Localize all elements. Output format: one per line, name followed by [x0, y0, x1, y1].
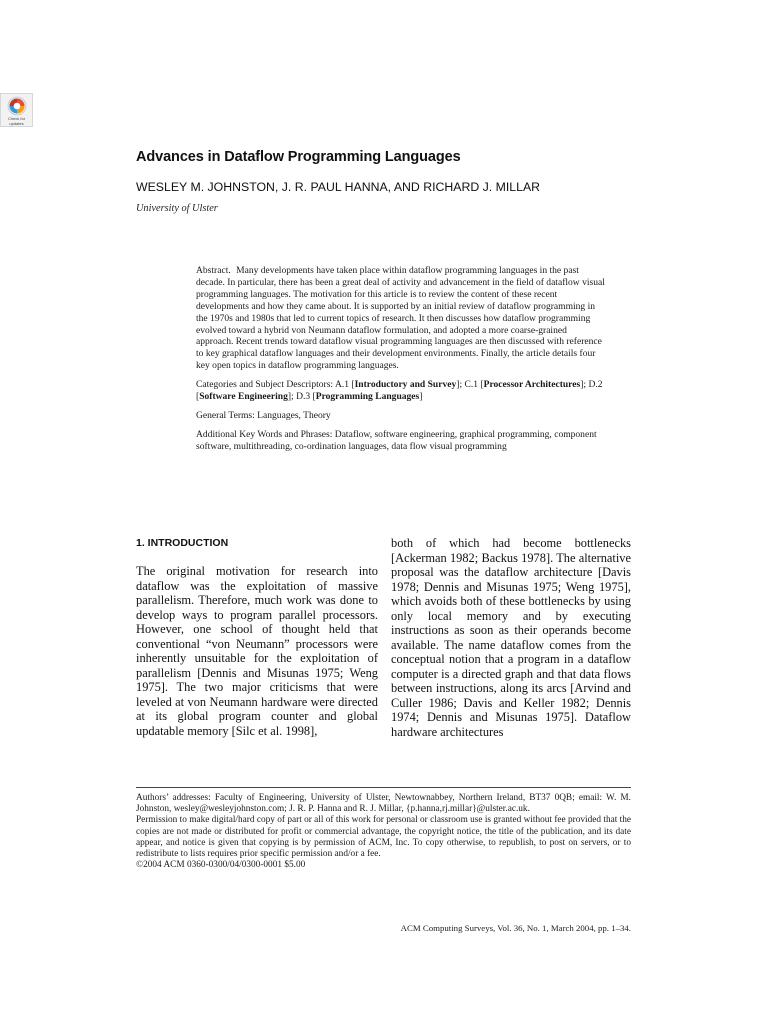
paper-title: Advances in Dataflow Programming Languages	[136, 149, 461, 165]
categories-label: Categories and Subject Descriptors:	[196, 379, 334, 391]
author-addresses: Authors’ addresses: Faculty of Engineering, University of Ulster, Newtownabbey, Northern Ireland, BT37 0QB; email: W. M. Johnston, wesley@wesleyjohnston.com; J. R. P. Hanna and R. J. Millar, {p.hanna,rj.millar}@ulster.ac.uk.	[136, 793, 631, 815]
category-item: A.1 [Introductory and Survey];	[334, 379, 463, 391]
paper-affiliation: University of Ulster	[136, 203, 218, 214]
abstract-paragraph	[196, 265, 606, 372]
check-for-updates-icon	[7, 96, 27, 116]
category-item: D.2 [Software Engineering];	[196, 379, 603, 403]
abstract-label: Abstract.	[196, 265, 231, 276]
intro-left-column: The original motivation for research into dataflow was the exploitation of massive parallelism. Therefore, much work was done to develop ways to program parallel processors. However, one school of thought held that conventional “von Neumann” processors were inherently unsuitable for the exploitation of parallelism [Dennis and Misunas 1975; Weng 1975]. The two major criticisms that were leveled at von Neumann hardware were directed at its global program counter and global updatable memory [Silc et al. 1998],	[136, 564, 378, 738]
general-terms: General Terms: Languages, Theory	[196, 409, 331, 421]
keywords: Additional Key Words and Phrases: Dataflow, software engineering, graphical programming, component software, multithreading, co-ordination languages, data flow visual programming	[196, 428, 597, 452]
section-heading-introduction: 1. INTRODUCTION	[136, 537, 229, 549]
journal-citation: ACM Computing Surveys, Vol. 36, No. 1, March 2004, pp. 1–34.	[400, 923, 631, 933]
permission-notice: Permission to make digital/hard copy of part or all of this work for personal or classroom use is granted without fee provided that the copies are not made or distributed for profit or commercial advantage, the copyright notice, the title of the publication, and its date appear, and notice is given that copying is by permission of ACM, Inc. To copy otherwise, to republish, to post on servers, or to redistribute to lists requires prior specific permission and/or a fee.	[136, 815, 631, 860]
category-item: C.1 [Processor Architectures];	[464, 379, 587, 391]
abstract-block	[196, 265, 606, 460]
category-item: D.3 [Programming Languages]	[296, 391, 423, 403]
check-for-updates-badge[interactable]	[0, 93, 33, 127]
intro-right-column: both of which had become bottlenecks [Ackerman 1982; Backus 1978]. The alternative proposal was the dataflow architecture [Davis 1978; Dennis and Misunas 1975; Weng 1975], which avoids both of these bottlenecks by using only local memory and by executing instructions as soon as their operands become available. The name dataflow comes from the conceptual notion that a program in a dataflow computer is a directed graph and that data flows between instructions, along its arcs [Arvind and Culler 1986; Davis and Keller 1982; Dennis 1974; Dennis and Misunas 1975]. Dataflow hardware architectures	[391, 536, 631, 739]
categories-paragraph	[196, 379, 606, 403]
abstract-text: Many developments have taken place within dataflow programming languages in the past decade. In particular, there has been a great deal of activity and advancement in the field of dataflow visual programming languages. The motivation for this article is to review the content of these recent developments and how they came about. It is supported by an initial review of dataflow programming in the 1970s and 1980s that led to current topics of research. It then discusses how dataflow programming evolved toward a hybrid von Neumann dataflow formulation, and adopted a more coarse-grained approach. Recent trends toward dataflow visual programming languages are then discussed with reference to key graphical dataflow languages and their development environments. Finally, the article details four key open topics in dataflow programming languages.	[196, 265, 605, 372]
paper-authors: WESLEY M. JOHNSTON, J. R. PAUL HANNA, AND RICHARD J. MILLAR	[136, 180, 541, 194]
copyright-line: ©2004 ACM 0360-0300/04/0300-0001 $5.00	[136, 860, 306, 871]
footnote-divider	[136, 787, 631, 788]
footnote-block	[136, 793, 631, 871]
check-for-updates-label: Check for updates	[7, 116, 26, 126]
